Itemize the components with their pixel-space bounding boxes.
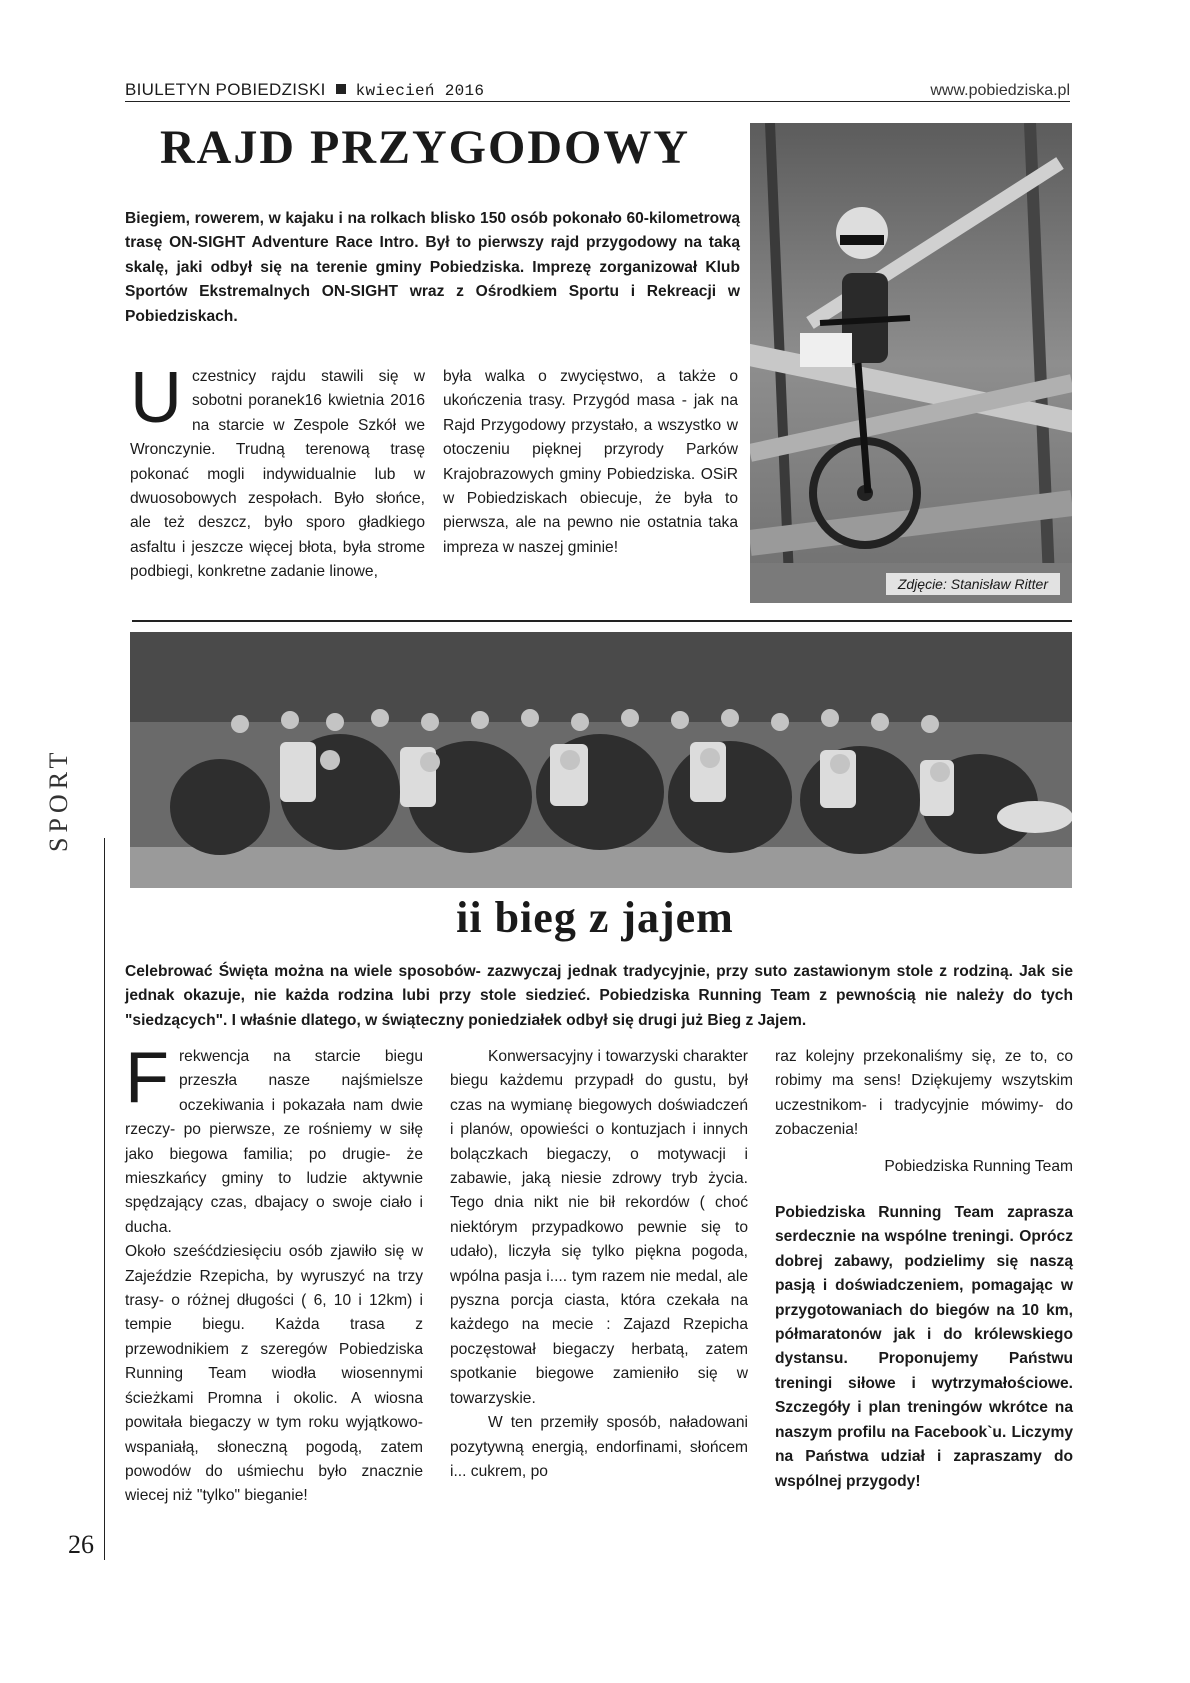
section-separator [132, 620, 1072, 622]
article-col1-bieg [125, 1038, 423, 1509]
article-signature: Pobiedziska Running Team [884, 1157, 1073, 1175]
article-lead-bieg: Celebrować Święta można na wiele sposobów- zazwyczaj jednak tradycyjnie, przy suto zastawionym stole z rodziną. Jak sie jednak okazuje, nie każda rodzina lubi przy stole siedzieć. Pobiedziska Running Team z pewnością nie należy do tych "siedzących". I właśnie dlatego, w świąteczny poniedziałek odbył się drugi już Bieg z Jajem. [125, 963, 1073, 1029]
paragraph: W ten przemiły sposób, naładowani pozytywną energią, endorfinami, słońcem i... cukrem, po [450, 1414, 748, 1480]
article-title-rajd: RAJD PRZYGODOWY [160, 121, 690, 174]
photo-caption: Zdjęcie: Stanisław Ritter [886, 573, 1060, 595]
article-col2-bieg [450, 1045, 748, 1484]
training-invite: Pobiedziska Running Team zaprasza serdecznie na wspólne treningi. Oprócz dobrej zabawy, podzielimy się naszą pasją i doświadczeniem, pomagając w przygotowaniach do biegów na 10 km, półmaratonów jak i do królewskiego dystansu. Proponujemy Państwu treningi siłowe i wytrzymałościowe. Szczegóły i plan treningów wkrótce na naszym profilu na Facebook`u. Liczymy na Państwa udział i zapraszamy do wspólnej przygody! [775, 1204, 1073, 1490]
article-col2-rajd: była walka o zwycięstwo, a także o ukończenia trasy. Przygód masa - jak na Rajd Przygodowy przystało, a wszystko w otoczeniu pięknej przyrody Parków Krajobrazowych gminy Pobiedziska. OSiR w Pobiedziskach obiecuje, że była to pierwsza, ale na pewno nie ostatnia taka impreza w naszej gminie! [443, 368, 738, 556]
article-title-bieg: ii bieg z jajem [456, 893, 734, 942]
article-col1-text: czestnicy rajdu stawili się w sobotni poranek16 kwietnia 2016 na starcie w Zespole Szkół we Wronczynie. Trudną terenową trasę pokonać mogli indywidualnie lub w dwuosobowych zespołach. Było słońce, ale też deszcz, było sporo gładkiego asfaltu i jeszcze więcej błota, była strome podbiegi, konkretne zadanie linowe, [130, 368, 425, 581]
cyclist-photo-image [750, 123, 1072, 603]
cyclist-photo [750, 123, 1072, 603]
square-bullet-icon [336, 84, 346, 94]
section-label: SPORT [44, 747, 73, 852]
issue-date: kwiecień 2016 [355, 82, 485, 100]
paragraph: Konwersacyjny i towarzyski charakter biegu każdemu przypadł do gustu, był czas na wymianę biegowych doświadczeń i planów, opowieści o kontuzjach i innych bolączkach biegaczy, o motywacji i zabawie, jaką niesie zdrowy tryb życia. Tego dnia nikt nie bił rekordów ( choć niektórym przypadkowo pewnie się to udało), liczyła się tylko piękna pogoda, wpólna pasja i.... tym razem nie medal, ale pyszna porcja ciasta, która czekała na każdego na mecie : Zajazd Rzepicha poczęstował biegaczy herbatą, zatem spotkanie biegowe zamieniło się w towarzyskie. [450, 1048, 748, 1407]
paragraph: Około sześćdziesięciu osób zjawiło się w Zajeździe Rzepicha, by wyruszyć na trzy trasy- o różnej długości ( 6, 10 i 12km) i tempie biegu. Każda trasa z przewodnikiem z szeregów Pobiedziska Running Team wiodła wiosennymi ścieżkami Promna i okolic. A wiosna powitała biegaczy w tym roku wyjątkowo- wspaniałą, słoneczną pogodą, zatem powodów do uśmiechu było znacznie wiecej niż "tylko" bieganie! [125, 1243, 423, 1505]
page-number: 26 [68, 1530, 94, 1559]
drop-cap: F [125, 1038, 169, 1118]
section-vertical-rule [104, 838, 105, 1560]
running-header [125, 80, 484, 100]
paragraph [125, 1038, 423, 1240]
paragraph-text: rekwencja na starcie biegu przeszła nasze najśmielsze oczekiwania i pokazała nam dwie rzeczy- po pierwsze, ze rośniemy w siłę jako biegowa familia; po drugie- że mieszkańcy gminy to ludzie aktywnie spędzający czas, dbajacy o swoje ciało i ducha. [125, 1048, 423, 1236]
article-lead-rajd: Biegiem, rowerem, w kajaku i na rolkach blisko 150 osób pokonało 60-kilometrową trasę ON-SIGHT Adventure Race Intro. Był to pierwszy rajd przygodowy na taką skalę, jaki odbył się na terenie gminy Pobiedziska. Imprezę zorganizował Klub Sportów Ekstremalnych ON-SIGHT wraz z Ośrodkiem Sportu i Rekreacji w Pobiedziskach. [125, 210, 740, 325]
group-photo-image [130, 632, 1072, 888]
article-col3-bieg [775, 1045, 1073, 1494]
header-rule [125, 101, 1070, 102]
website-link[interactable]: www.pobiedziska.pl [930, 82, 1070, 99]
group-photo [130, 632, 1072, 888]
publication-name: BIULETYN POBIEDZISKI [125, 80, 326, 99]
drop-cap: U [130, 358, 182, 438]
paragraph: raz kolejny przekonaliśmy się, ze to, co robimy ma sens! Dziękujemy wszytskim uczestnikom- i tradycyjnie mówimy- do zobaczenia! [775, 1048, 1073, 1139]
article-col1-rajd [130, 358, 425, 585]
